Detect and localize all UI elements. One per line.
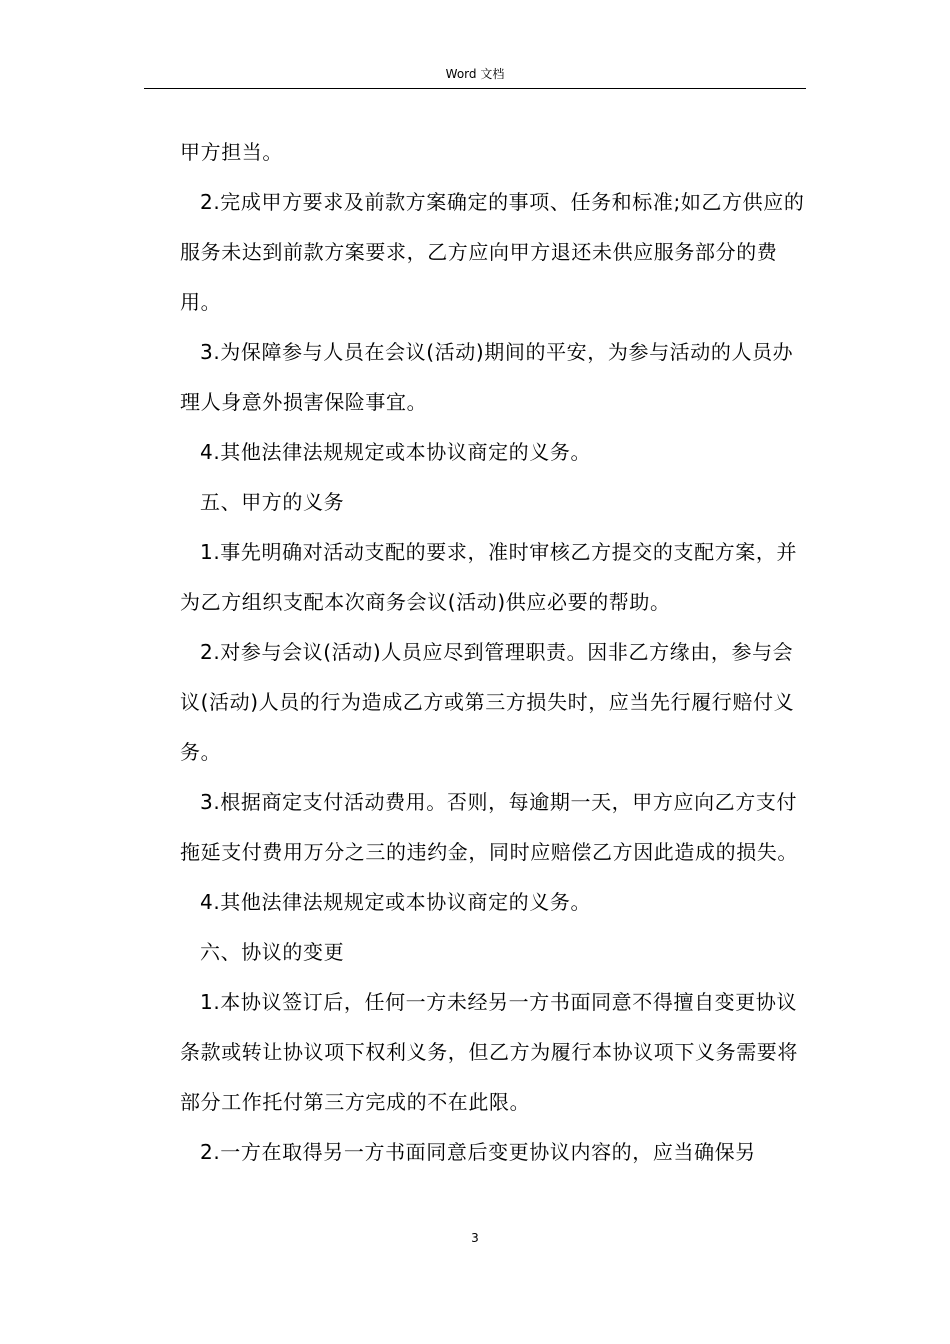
paragraph: 4.其他法律法规规定或本协议商定的义务。 [200, 440, 592, 464]
paragraph: 3.根据商定支付活动费用。否则，每逾期一天，甲方应向乙方支付拖延支付费用万分之三的违约金，同时应赔偿乙方因此造成的损失。 [180, 790, 798, 864]
paragraph: 甲方担当。 [180, 140, 283, 164]
header-divider [144, 88, 806, 89]
paragraph: 2.完成甲方要求及前款方案确定的事项、任务和标准;如乙方供应的服务未达到前款方案要求，乙方应向甲方退还未供应服务部分的费用。 [180, 190, 805, 314]
page-number: 3 [471, 1231, 479, 1245]
header-title: Word 文档 [445, 67, 505, 81]
paragraph: 1.事先明确对活动支配的要求，准时审核乙方提交的支配方案，并为乙方组织支配本次商务会议(活动)供应必要的帮助。 [180, 540, 798, 614]
section-heading: 六、协议的变更 [200, 940, 345, 964]
paragraph: 4.其他法律法规规定或本协议商定的义务。 [200, 890, 592, 914]
page-header [0, 66, 950, 82]
section-heading: 五、甲方的义务 [200, 490, 345, 514]
paragraph: 2.一方在取得另一方书面同意后变更协议内容的，应当确保另 [200, 1140, 756, 1164]
paragraph: 3.为保障参与人员在会议(活动)期间的平安，为参与活动的人员办理人身意外损害保险事宜。 [180, 340, 794, 414]
document-body [180, 127, 812, 1177]
paragraph: 2.对参与会议(活动)人员应尽到管理职责。因非乙方缘由，参与会议(活动)人员的行为造成乙方或第三方损失时，应当先行履行赔付义务。 [180, 640, 795, 764]
paragraph: 1.本协议签订后，任何一方未经另一方书面同意不得擅自变更协议条款或转让协议项下权利义务，但乙方为履行本协议项下义务需要将部分工作托付第三方完成的不在此限。 [180, 990, 798, 1114]
